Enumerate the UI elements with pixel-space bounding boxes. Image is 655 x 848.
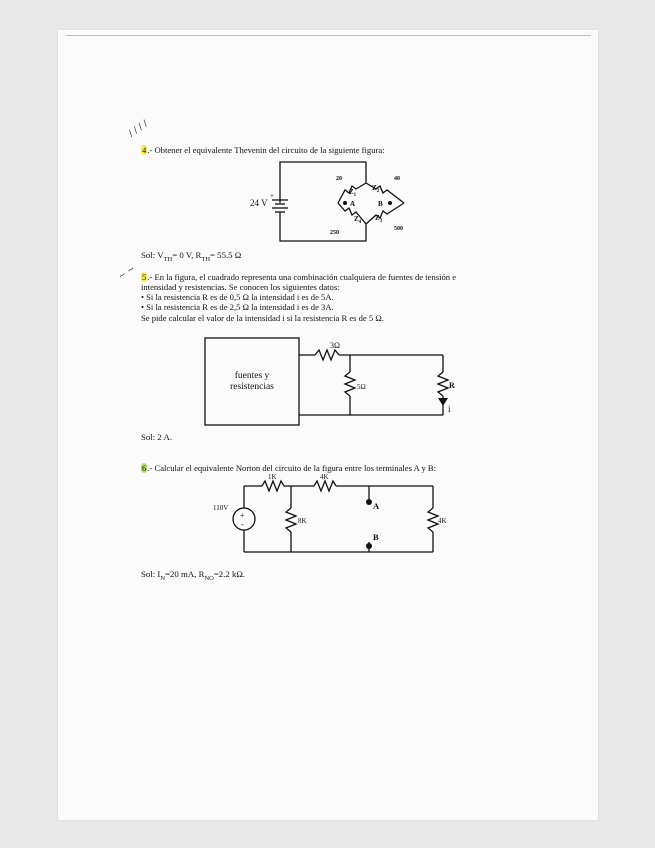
- node-a-label: A: [350, 200, 356, 208]
- terminal-b-dot: [366, 543, 372, 549]
- handwritten-mark: / / / /: [127, 118, 150, 140]
- terminal-a-label: A: [373, 501, 380, 511]
- problem-5-solution: Sol: 2 A.: [141, 432, 173, 442]
- handwritten-mark: ~ ~: [116, 263, 138, 283]
- z2-value: 40: [394, 176, 400, 182]
- z1-label: $Z_1$: [349, 188, 357, 198]
- z3-value: 500: [394, 226, 403, 232]
- problem-5-line1: 5.- En la figura, el cuadrado representa una combinación cualquiera de fuentes de tensión e: [142, 272, 457, 282]
- source-plus: +: [240, 511, 245, 520]
- z2-label: $Z_2$: [372, 184, 380, 194]
- r-shunt-label: 5Ω: [357, 383, 366, 391]
- resistor-4k-shunt: [428, 508, 438, 532]
- problem-5-number: 5: [142, 272, 147, 282]
- resistor-4k-series: [314, 481, 336, 491]
- z1-value: 20: [336, 176, 342, 182]
- terminal-b-label: B: [373, 532, 379, 542]
- node-b-label: B: [378, 200, 383, 208]
- r1-label: 1K: [268, 473, 277, 481]
- r2-label: 4K: [320, 473, 329, 481]
- z3-label: $Z_3$: [375, 214, 383, 224]
- source-minus: -: [241, 520, 244, 529]
- resistor-1k: [262, 481, 284, 491]
- problem-6-solution: Sol: $I_N=20$ mA, $R_{NO}=2.2$ kΩ.: [141, 569, 246, 582]
- z4-value: 250: [330, 230, 339, 236]
- resistor-8k: [286, 508, 296, 532]
- z4-label: $Z_4$: [354, 215, 362, 225]
- problem-4-number: 4: [142, 145, 147, 155]
- current-label: i: [448, 404, 451, 414]
- problem-4-text: .- Obtener el equivalente Thevenin del circuito de la siguiente figura:: [147, 145, 385, 155]
- problem-6-number: 6: [142, 463, 147, 473]
- problem-4-solution: Sol: $V_{TH}= 0$ V, $R_{TH}= 55.5$ Ω: [141, 250, 242, 263]
- r-series-label: 3Ω: [330, 341, 340, 350]
- problem-6-statement: 6.- Calcular el equivalente Norton del circuito de la figura entre los terminales A y B:: [142, 463, 437, 473]
- box-label-line2: resistencias: [230, 382, 274, 392]
- plus-sign: +: [270, 192, 274, 200]
- problem-5-bullet1: • Si la resistencia R es de 0,5 Ω la intensidad i es de 5A.: [141, 292, 334, 302]
- terminal-a-dot: [366, 499, 372, 505]
- problem-5-bullet2: • Si la resistencia R es de 2,5 Ω la intensidad i es de 3A.: [141, 302, 334, 312]
- source-label: 110V: [213, 504, 229, 512]
- source-label: 24 V: [250, 198, 268, 208]
- problem-5-line3: Se pide calcular el valor de la intensidad i si la resistencia R es de 5 Ω.: [141, 313, 384, 323]
- box-label-line1: fuentes y: [234, 371, 270, 381]
- r-load-label: R: [449, 381, 455, 390]
- r4-label: 4K: [438, 517, 447, 525]
- problem-5-line2: intensidad y resistencias. Se conocen los siguientes datos:: [141, 282, 340, 292]
- r3-label: 8K: [298, 517, 307, 525]
